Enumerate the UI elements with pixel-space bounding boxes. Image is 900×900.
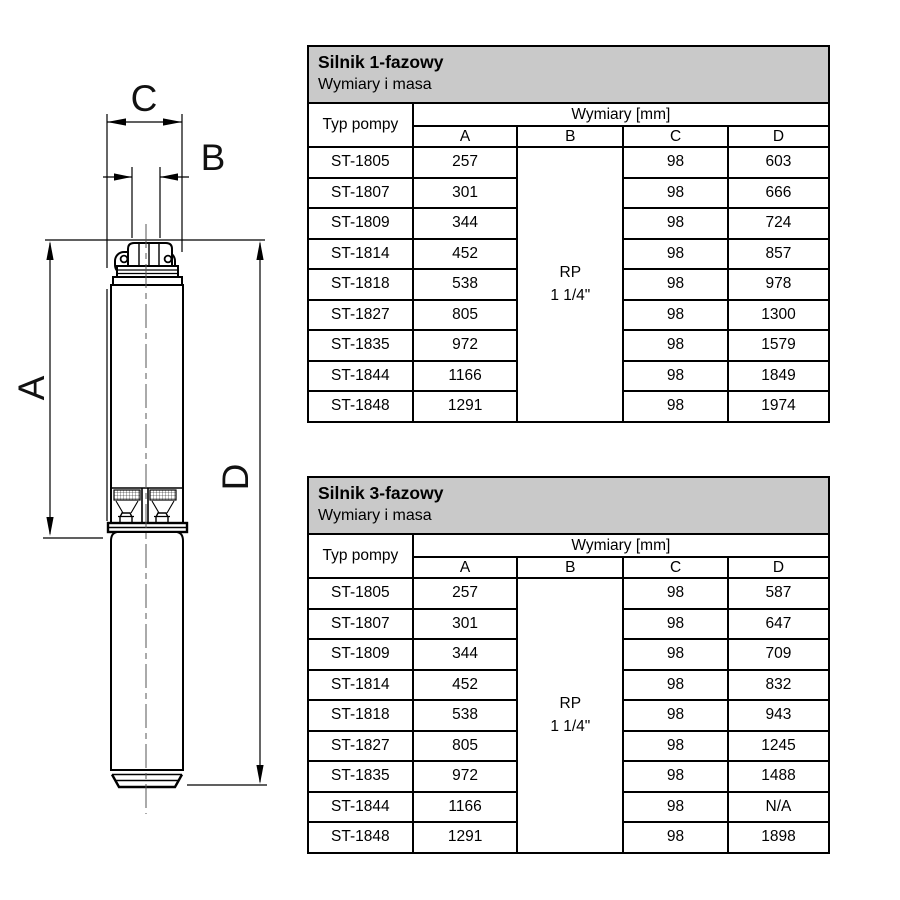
cell-a: 972 [413, 761, 518, 792]
cell-d: 709 [728, 639, 829, 670]
dimension-label-a: A [11, 375, 52, 401]
cell-a: 257 [413, 147, 518, 178]
cell-c: 98 [623, 178, 728, 209]
cell-typ: ST-1809 [308, 639, 413, 670]
cell-typ: ST-1835 [308, 330, 413, 361]
cell-a: 805 [413, 300, 518, 331]
cell-typ: ST-1844 [308, 361, 413, 392]
cell-d: 724 [728, 208, 829, 239]
table-three-phase-grid [307, 533, 830, 854]
table-row [308, 578, 829, 609]
col-header-wymiary: Wymiary [mm] [413, 534, 829, 557]
cap-hole-left [121, 256, 128, 263]
cell-a: 1166 [413, 361, 518, 392]
col-header-d: D [728, 126, 829, 147]
col-header-typ-pompy: Typ pompy [308, 103, 413, 147]
intake-screen-right [150, 490, 176, 500]
cell-c: 98 [623, 300, 728, 331]
cell-c: 98 [623, 208, 728, 239]
table-row [308, 147, 829, 178]
table-title: Silnik 3-fazowy [318, 483, 444, 503]
cell-c: 98 [623, 761, 728, 792]
col-header-a: A [413, 557, 518, 578]
table-subtitle: Wymiary i masa [318, 507, 432, 524]
cell-typ: ST-1805 [308, 147, 413, 178]
thread-size: 1 1/4" [550, 287, 591, 305]
cell-a: 805 [413, 731, 518, 762]
dimension-label-b: B [200, 137, 226, 178]
col-header-wymiary: Wymiary [mm] [413, 103, 829, 126]
pump-dimension-drawing [0, 0, 300, 900]
cell-d: 1898 [728, 822, 829, 853]
cell-c: 98 [623, 147, 728, 178]
cell-a: 538 [413, 700, 518, 731]
cell-typ: ST-1818 [308, 700, 413, 731]
table-single-phase-grid [307, 102, 830, 423]
cell-typ: ST-1814 [308, 670, 413, 701]
cap-hole-right [165, 256, 172, 263]
cell-d: 1974 [728, 391, 829, 422]
cell-d: 943 [728, 700, 829, 731]
cell-a: 301 [413, 178, 518, 209]
thread-type: RP [559, 695, 582, 713]
cell-d: 832 [728, 670, 829, 701]
col-header-c: C [623, 126, 728, 147]
cell-typ: ST-1807 [308, 609, 413, 640]
cell-d: 603 [728, 147, 829, 178]
table-three-phase [307, 476, 830, 854]
thread-size: 1 1/4" [550, 718, 591, 736]
cell-a: 452 [413, 239, 518, 270]
cell-c: 98 [623, 792, 728, 823]
col-header-typ-pompy: Typ pompy [308, 534, 413, 578]
cell-c: 98 [623, 731, 728, 762]
cell-a: 972 [413, 330, 518, 361]
cell-d: 1300 [728, 300, 829, 331]
cell-a: 452 [413, 670, 518, 701]
cell-d: 1579 [728, 330, 829, 361]
cell-c: 98 [623, 639, 728, 670]
cell-c: 98 [623, 330, 728, 361]
cell-c: 98 [623, 822, 728, 853]
cell-c: 98 [623, 269, 728, 300]
col-header-b: B [517, 126, 623, 147]
cell-a: 301 [413, 609, 518, 640]
table-three-phase-titlebar [307, 476, 830, 533]
cell-typ: ST-1807 [308, 178, 413, 209]
pump-head [113, 243, 182, 285]
b-merged-cell [517, 147, 623, 422]
cell-c: 98 [623, 700, 728, 731]
cell-typ: ST-1818 [308, 269, 413, 300]
cell-c: 98 [623, 239, 728, 270]
cell-a: 344 [413, 208, 518, 239]
col-header-d: D [728, 557, 829, 578]
cell-a: 1166 [413, 792, 518, 823]
b-merged-cell [517, 578, 623, 853]
cell-c: 98 [623, 361, 728, 392]
col-header-a: A [413, 126, 518, 147]
col-header-c: C [623, 557, 728, 578]
cell-typ: ST-1844 [308, 792, 413, 823]
table-single-phase [307, 45, 830, 423]
cell-d: 647 [728, 609, 829, 640]
cell-typ: ST-1805 [308, 578, 413, 609]
col-header-b: B [517, 557, 623, 578]
cell-a: 257 [413, 578, 518, 609]
cell-d: 666 [728, 178, 829, 209]
cell-typ: ST-1827 [308, 731, 413, 762]
cell-d: 587 [728, 578, 829, 609]
intake-screen-left [114, 490, 140, 500]
table-subtitle: Wymiary i masa [318, 76, 432, 93]
cell-a: 344 [413, 639, 518, 670]
pump-body [107, 285, 187, 532]
cell-a: 1291 [413, 822, 518, 853]
cell-typ: ST-1848 [308, 391, 413, 422]
cell-typ: ST-1814 [308, 239, 413, 270]
cell-d: 1488 [728, 761, 829, 792]
table-title: Silnik 1-fazowy [318, 52, 444, 72]
cell-c: 98 [623, 670, 728, 701]
cell-c: 98 [623, 578, 728, 609]
dimension-label-c: C [130, 78, 158, 119]
cell-typ: ST-1827 [308, 300, 413, 331]
cell-a: 538 [413, 269, 518, 300]
thread-type: RP [559, 264, 582, 282]
table-single-phase-titlebar [307, 45, 830, 102]
cell-d: 978 [728, 269, 829, 300]
cell-c: 98 [623, 391, 728, 422]
dimension-label-d: D [215, 463, 256, 491]
cell-c: 98 [623, 609, 728, 640]
cell-d: 1849 [728, 361, 829, 392]
cell-typ: ST-1848 [308, 822, 413, 853]
cell-d: 857 [728, 239, 829, 270]
motor-body [111, 532, 183, 787]
cell-typ: ST-1809 [308, 208, 413, 239]
cell-typ: ST-1835 [308, 761, 413, 792]
cell-d: 1245 [728, 731, 829, 762]
cell-a: 1291 [413, 391, 518, 422]
cell-d: N/A [728, 792, 829, 823]
